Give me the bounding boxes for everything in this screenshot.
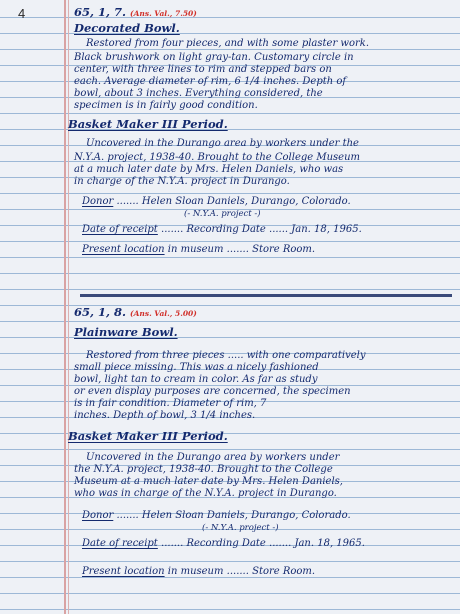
donor-row (82, 510, 351, 522)
description-line: small piece missing. This was a nicely fashioned (74, 362, 319, 373)
location-value: in museum ....... Store Room. (167, 244, 316, 255)
provenance-line: in charge of the N.Y.A. project in Durango. (74, 176, 290, 187)
provenance-line: at a much later date by Mrs. Helen Daniels, who was (74, 164, 344, 175)
donor-note: (- N.Y.A. project -) (202, 523, 279, 533)
location-row (82, 244, 315, 256)
description-line: is in fair condition. Diameter of rim, 7 (74, 398, 267, 409)
donor-row (82, 196, 351, 208)
description-line: or even display purposes are concerned, the specimen (74, 386, 351, 397)
description-line: Black brushwork on light gray-tan. Customary circle in (74, 52, 354, 63)
description-line: each. Average diameter of rim, 6 1/4 inches. Depth of (74, 76, 347, 87)
location-value: in museum ....... Store Room. (167, 566, 316, 577)
entry-divider (80, 294, 452, 297)
item-title: Plainware Bowl. (74, 325, 178, 339)
description-line: Restored from four pieces, and with some plaster work. (86, 38, 370, 49)
provenance-line: who was in charge of the N.Y.A. project in Durango. (74, 488, 337, 499)
provenance-line: Museum at a much later date by Mrs. Helen Daniels, (74, 476, 343, 487)
margin-line (64, 0, 66, 614)
receipt-value: ....... Recording Date ...... Jan. 18, 1965. (161, 224, 362, 235)
receipt-row (82, 224, 362, 236)
margin-line-inner (68, 0, 69, 614)
catalog-number: 65, 1, 7. (Ans. Val., 7.50) (74, 5, 197, 19)
period-heading: Basket Maker III Period. (68, 429, 228, 443)
donor-note: (- N.Y.A. project -) (184, 209, 261, 219)
receipt-row (82, 538, 365, 550)
provenance-line: Uncovered in the Durango area by workers under (86, 452, 340, 463)
description-line: center, with three lines to rim and stepped bars on (74, 64, 332, 75)
page-number: 4 (18, 6, 26, 21)
receipt-value: ....... Recording Date ....... Jan. 18, 1965. (161, 538, 365, 549)
description-line: inches. Depth of bowl, 3 1/4 inches. (74, 410, 256, 421)
donor-value: ....... Helen Sloan Daniels, Durango, Colorado. (116, 510, 351, 521)
location-label: Present location (82, 244, 165, 255)
description-line: Restored from three pieces ..... with one comparatively (86, 350, 366, 361)
donor-label: Donor (82, 196, 114, 207)
catalog-number: 65, 1, 8. (Ans. Val., 5.00) (74, 305, 197, 319)
description-line: bowl, about 3 inches. Everything considered, the (74, 88, 323, 99)
location-row (82, 566, 315, 578)
period-heading: Basket Maker III Period. (68, 117, 228, 131)
item-title: Decorated Bowl. (74, 21, 180, 35)
receipt-label: Date of receipt (82, 538, 158, 549)
location-label: Present location (82, 566, 165, 577)
appraisal-value: (Ans. Val., 5.00) (130, 309, 197, 318)
provenance-line: N.Y.A. project, 1938-40. Brought to the College Museum (74, 152, 361, 163)
donor-value: ....... Helen Sloan Daniels, Durango, Colorado. (116, 196, 351, 207)
provenance-line: the N.Y.A. project, 1938-40. Brought to the College (74, 464, 333, 475)
receipt-label: Date of receipt (82, 224, 158, 235)
description-line: bowl, light tan to cream in color. As far as study (74, 374, 318, 385)
appraisal-value: (Ans. Val., 7.50) (130, 9, 197, 18)
provenance-line: Uncovered in the Durango area by workers under the (86, 138, 359, 149)
description-line: specimen is in fairly good condition. (74, 100, 258, 111)
donor-label: Donor (82, 510, 114, 521)
